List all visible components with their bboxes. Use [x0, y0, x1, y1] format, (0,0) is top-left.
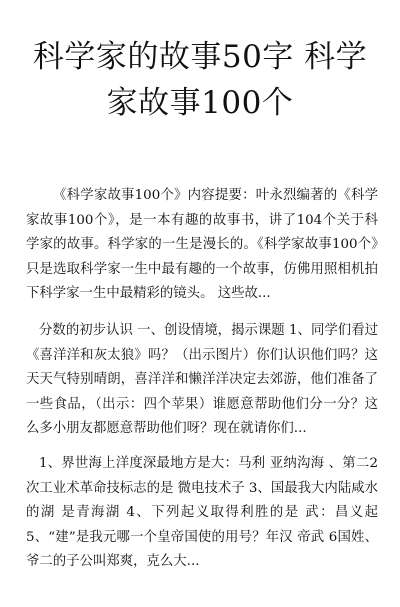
paragraph-book-summary: 《科学家故事100个》内容提要：叶永烈编著的《科学家故事100个》，是一本有趣的故事书，讲了104个关于科学家的故事。科学家的一生是漫长的。《科学家故事100个》只是选取科学家一生中最有趣的一个故事，仿佛用照相机拍下科学家一生中最精彩的镜头。 这些故...	[26, 188, 378, 301]
paragraph-fraction-lesson: 分数的初步认识 一、创设情境，揭示课题 1、同学们看过《喜洋洋和灰太狼》吗？（出示图片）你们认识他们吗？这天天气特别晴朗，喜洋洋和懒洋洋决定去郊游，他们准备了一些食品，（出示：四个苹果）谁愿意帮助他们分一分？这么多小朋友都愿意帮助他们呀？现在就请你们...	[26, 323, 378, 436]
paragraph-quiz-items: 1、界世海上洋度深最地方是大：马利 亚纳沟海 、第二2次工业术革命技标志的是 微电技术子 3、国最我大内陆咸水的湖 是青海湖 4、下列起义取得利胜的是 武：昌义起 5、“建”是我元哪一个皇帝国使的用号？年汉 帝武 6国姓、爷二的子公叫郑爽，克么大...	[26, 456, 378, 569]
page-title: 科学家的故事50字 科学家故事100个	[32, 39, 368, 121]
